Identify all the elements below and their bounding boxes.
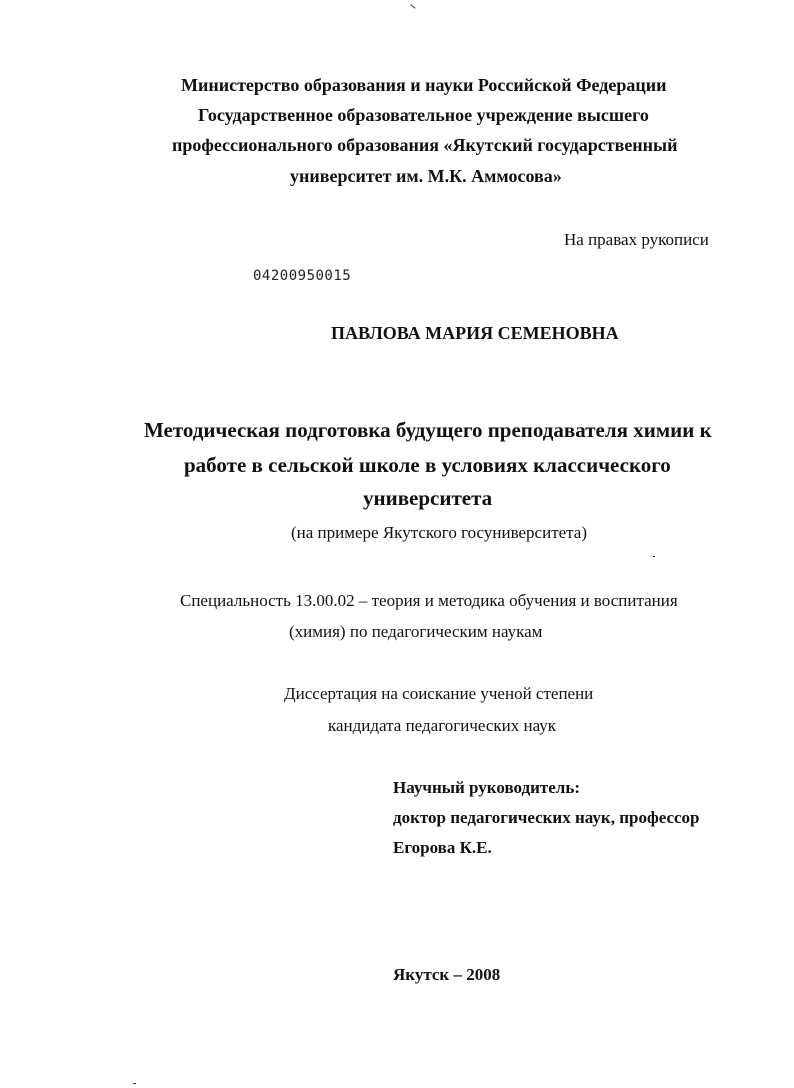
- specialty-line-2: (химия) по педагогическим наукам: [289, 622, 543, 641]
- title-line-3: университета: [363, 486, 493, 510]
- title-subtitle: (на примере Якутского госуниверситета): [291, 523, 588, 542]
- title-line-1: Методическая подготовка будущего преподавателя химии к: [144, 418, 712, 442]
- scan-mark-bottom: [133, 1083, 136, 1084]
- catalog-number: 04200950015: [253, 268, 352, 284]
- scan-mark-middle: [653, 556, 655, 557]
- degree-line-1: Диссертация на соискание ученой степени: [284, 684, 594, 703]
- manuscript-note: На правах рукописи: [564, 230, 709, 249]
- supervisor-name: Егорова К.Е.: [393, 838, 492, 857]
- scan-mark-top: [410, 4, 415, 9]
- specialty-line-1: Специальность 13.00.02 – теория и методика обучения и воспитания: [180, 591, 678, 610]
- author-name: ПАВЛОВА МАРИЯ СЕМЕНОВНА: [331, 323, 619, 343]
- institution-line-1: Министерство образования и науки Российской Федерации: [181, 75, 667, 95]
- supervisor-label: Научный руководитель:: [393, 778, 580, 797]
- city-year: Якутск – 2008: [393, 965, 501, 984]
- supervisor-credentials: доктор педагогических наук, профессор: [393, 808, 700, 827]
- degree-line-2: кандидата педагогических наук: [328, 716, 557, 735]
- institution-line-3: профессионального образования «Якутский государственный: [172, 135, 678, 155]
- title-line-2: работе в сельской школе в условиях классического: [184, 453, 671, 477]
- institution-line-4: университет им. М.К. Аммосова»: [290, 166, 562, 186]
- institution-line-2: Государственное образовательное учреждение высшего: [198, 105, 649, 125]
